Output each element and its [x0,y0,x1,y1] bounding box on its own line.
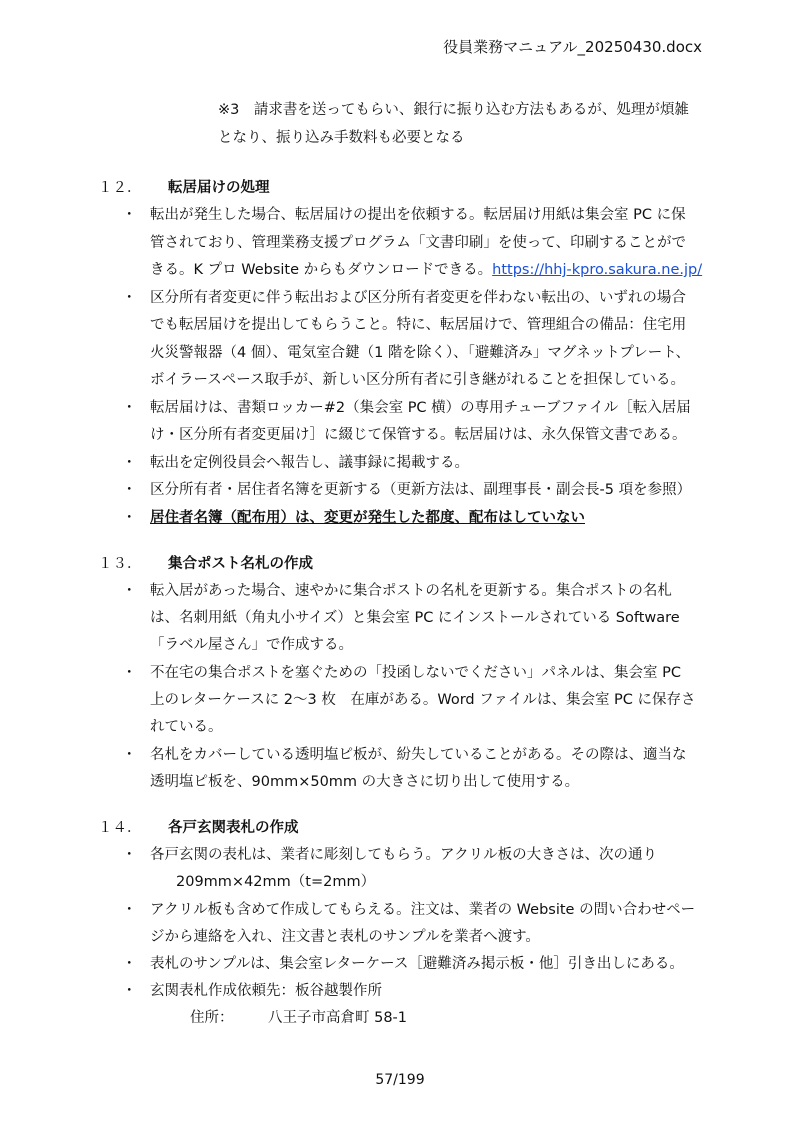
bullet: ・ [122,902,137,918]
bullet: ・ [122,510,137,526]
text-line: 転居届けは、書類ロッカー#2（集会室 PC 横）の専用チューブファイル［転入居届 [150,400,691,416]
bullet: ・ [122,847,137,863]
text-line: 区分所有者変更に伴う転出および区分所有者変更を伴わない転出の、いずれの場合 [150,290,686,306]
text-line: 区分所有者・居住者名簿を更新する（更新方法は、副理事長・副会長-5 項を参照） [150,482,692,498]
page-number: 57/199 [375,1072,425,1088]
text-line: 透明塩ピ板を、90mm×50mm の大きさに切り出して使用する。 [150,774,580,790]
bullet: ・ [122,665,137,681]
bullet: ・ [122,747,137,763]
section-number: １２． [98,180,142,196]
bullet: ・ [122,400,137,416]
text-span: きる。K プロ Website からもダウンロードできる。 [150,262,493,278]
text-line: アクリル板も含めて作成してもらえる。注文は、業者の Website の問い合わせペー [150,902,696,918]
section-title: 各戸玄関表札の作成 [168,820,299,836]
text-line: 209mm×42mm（t=2mm） [176,874,376,890]
text-line: 玄関表札作成依頼先：板谷越製作所 [150,983,382,999]
bullet: ・ [122,290,137,306]
bullet: ・ [122,583,137,599]
kpro-website-link[interactable]: https://hhj-kpro.sakura.ne.jp/ [492,262,703,278]
address-label: 住所： [190,1010,234,1026]
section-12-heading [98,176,270,197]
text-line: 不在宅の集合ポストを塞ぐための「投函しないでください」パネルは、集会室 PC [150,665,681,681]
bullet: ・ [122,207,137,223]
address-value: 八王子市高倉町 58-1 [268,1010,408,1026]
text-line: 上のレターケースに 2〜3 枚 在庫がある。Word ファイルは、集会室 PC に保存さ [150,692,696,708]
text-line: 管されており、管理業務支援プログラム「文書印刷」を使って、印刷することがで [150,235,687,251]
section-title: 集合ポスト名札の作成 [168,556,313,572]
section-13-heading [98,552,313,573]
text-line: でも転居届けを提出してもらうこと。特に、転居届けで、管理組合の備品：住宅用 [150,317,687,333]
text-line: 各戸玄関の表札は、業者に彫刻してもらう。アクリル板の大きさは、次の通り [150,847,658,863]
text-line: 名札をカバーしている透明塩ピ板が、紛失していることがある。その際は、適当な [150,747,687,763]
emphasized-text-line: 居住者名簿（配布用）は、変更が発生した都度、配布はしていない [150,510,585,526]
text-line: れている。 [150,719,223,735]
text-line [150,258,702,279]
section-title: 転居届けの処理 [168,180,270,196]
text-line: 転出を定例役員会へ報告し、議事録に掲載する。 [150,455,469,471]
text-line: 火災警報器（4 個）、電気室合鍵（1 階を除く）、「避難済み」マグネットプレート、 [150,345,690,361]
text-line: 「ラベル屋さん」で作成する。 [150,637,353,653]
section-14-heading [98,816,299,837]
bullet: ・ [122,482,137,498]
bullet: ・ [122,983,137,999]
bullet: ・ [122,956,137,972]
section-number: １４． [98,820,142,836]
bullet: ・ [122,455,137,471]
text-line: 転入居があった場合、速やかに集合ポストの名札を更新する。集合ポストの名札 [150,583,672,599]
note-line-1: ※3 請求書を送ってもらい、銀行に振り込む方法もあるが、処理が煩雑 [218,102,689,118]
text-line: け・区分所有者変更届け］に綴じて保管する。転居届けは、永久保管文書である。 [150,427,687,443]
section-number: １３． [98,556,142,572]
text-line: ボイラースペース取手が、新しい区分所有者に引き継がれることを担保している。 [150,372,686,388]
document-header: 役員業務マニュアル_20250430.docx [443,38,702,56]
text-line: ジから連絡を入れ、注文書と表札のサンプルを業者へ渡す。 [150,929,540,945]
text-line: は、名刺用紙（角丸小サイズ）と集会室 PC にインストールされている Software [150,610,680,626]
text-line: 表札のサンプルは、集会室レターケース［避難済み掲示板・他］引き出しにある。 [150,956,684,972]
note-line-2: となり、振り込み手数料も必要となる [218,130,465,146]
text-line: 転出が発生した場合、転居届けの提出を依頼する。転居届け用紙は集会室 PC に保 [150,207,686,223]
